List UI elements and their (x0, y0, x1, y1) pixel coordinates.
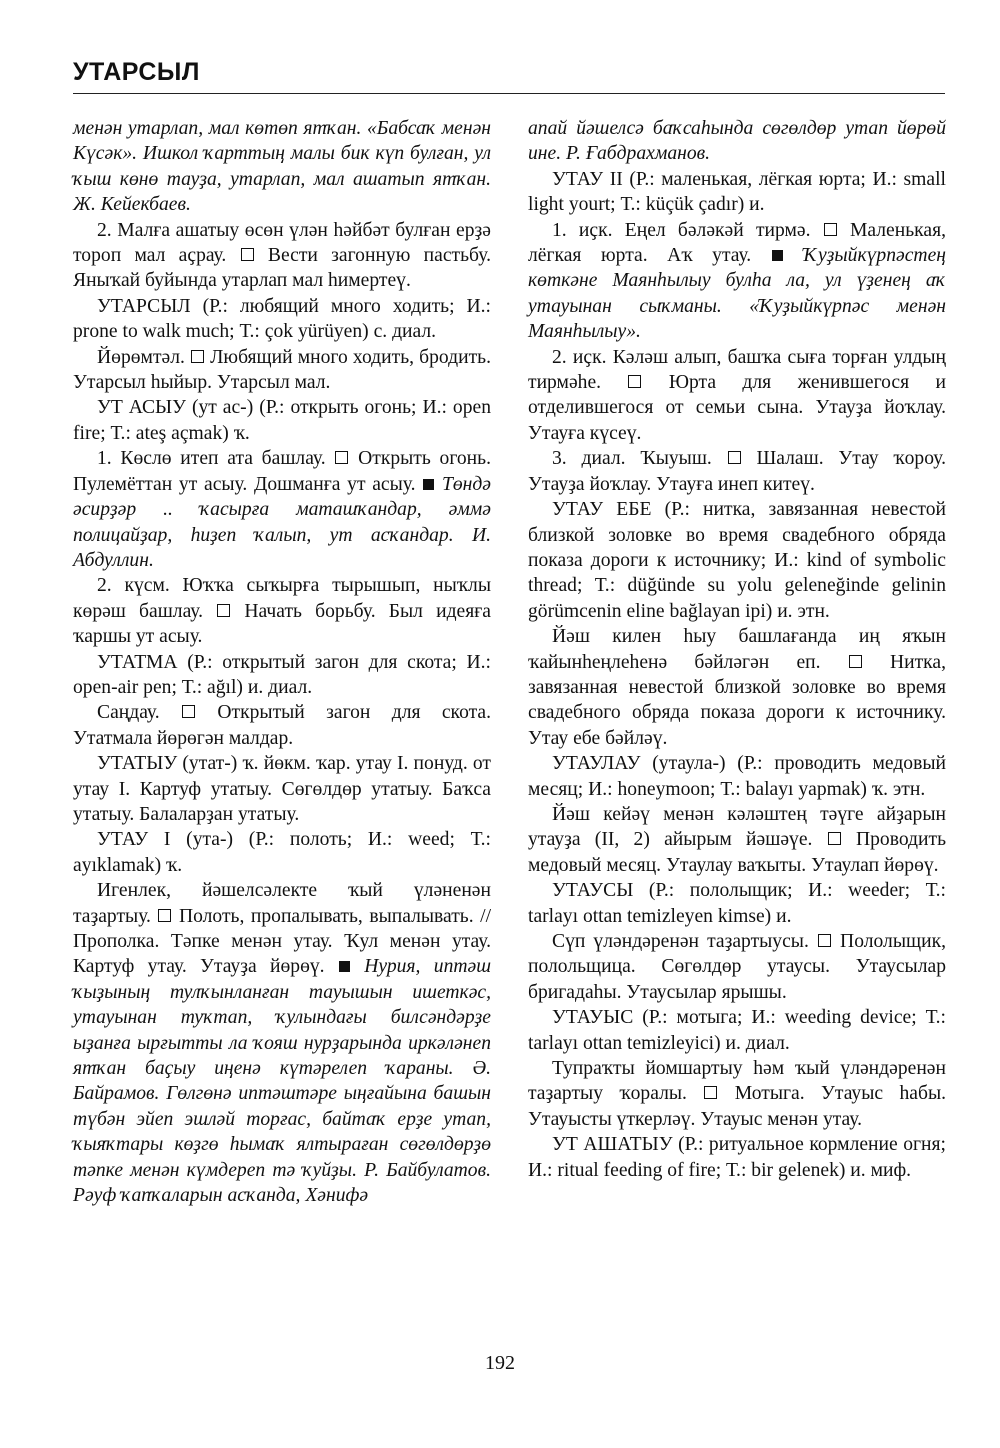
white-square-icon (849, 655, 862, 668)
text-segment: УТАУ II (Р.: маленькая, лёгкая юрта; И.: small light yourt; Т.: küçük çadır) и. (528, 168, 946, 216)
paragraph (73, 446, 491, 573)
white-square-icon (158, 909, 171, 922)
paragraph (73, 218, 491, 294)
white-square-icon (628, 375, 641, 388)
text-segment: УТАТМА (Р.: открытый загон для скота; И.: open-air pen; Т.: ağıl) и. диал. (73, 651, 491, 698)
paragraph (528, 1056, 946, 1132)
text-segment: Полоть, пропалывать, выпалывать. // Прополка. Тәпке менән утау. Ҡул менән утау. Картуф утау. Утауҙа йөрөү. (73, 905, 492, 978)
text-segment: Игенлек, йәшелсәлекте ҡый үләненән таҙартыу. (73, 880, 491, 927)
running-head: УТАРСЫЛ (73, 58, 200, 86)
paragraph (73, 751, 491, 827)
text-segment: УТАУ ЕБЕ (Р.: нитка, завязанная невестой близкой золовке во время свадебного обряда показа дороги к источнику; И.: kind of symbolic thread; Т.: düğünde su yolu geleneğinde gelinin görümcenin eline bağlayan ipi) и. этн. (528, 499, 946, 622)
paragraph (73, 395, 491, 446)
page-number: 192 (485, 1352, 515, 1374)
text-segment: Любящий много ходить, бродить. Утарсыл һыйыр. Утарсыл мал. (73, 346, 491, 394)
text-segment: Открытый загон для скота. Утатмала йөрөгән малдар. (73, 702, 492, 749)
text-segment: УТ АСЫУ (ут ас-) (Р.: открыть огонь; И.: open fire; Т.: ateş açmak) ҡ. (73, 397, 491, 444)
paragraph (528, 345, 946, 447)
text-segment: УТАТЫУ (утат-) ҡ. йөкм. ҡар. утау I. понуд. от утау I. Картуф утатыу. Сөгөлдөр утатыу. Баҡса утатыу. Балаларҙан утатыу. (73, 753, 491, 825)
text-segment: апай йәшелсә баҡсаһында сөгөлдөр утап йөрөй ине. Р. Ғабдрахманов. (528, 118, 946, 165)
text-segment: Сүп үләндәренән таҙартыусы. (552, 931, 809, 952)
text-segment: 2. иҫк. Кәләш алып, башҡа сыға торған улдың тирмәһе. (528, 346, 946, 394)
text-segment: менән утарлап, мал көтөп ятҡан. «Бабсаҡ менән Күсәк». Ишкол ҡарттың малы бик күп булған, ул ҡыш көнө тауҙа, утарлап, мал ашатып ятҡан. Ж. Кейекбаев. (73, 118, 491, 216)
text-segment: Маленькая, лёгкая юрта. Аҡ утау. (528, 219, 947, 267)
text-segment: УТ АШАТЫУ (Р.: ритуальное кормление огня; И.: ritual feeding of fire; Т.: bir gelenek) и. миф. (528, 1134, 946, 1181)
header-rule (73, 93, 945, 94)
text-segment: 1. Көслө итеп ата башлау. (97, 448, 326, 470)
black-square-icon (772, 250, 783, 261)
paragraph (528, 218, 946, 345)
paragraph (528, 751, 946, 802)
text-segment: 2. күсм. Юҡҡа сыҡырға тырышып, ныҡлы көрәш башлау. (73, 575, 491, 622)
white-square-icon (828, 832, 841, 845)
paragraph (528, 497, 946, 624)
paragraph (73, 345, 491, 396)
text-segment: УТАУ I (ута-) (Р.: полоть; И.: weed; Т.: ayıklamak) ҡ. (73, 829, 491, 876)
text-segment: Йөрөмтәл. (97, 346, 185, 368)
text-segment: Открыть огонь. Пулемёттан ут асыу. Дошманға ут асыу. (73, 448, 491, 495)
text-segment: Начать борьбу. Был идеяға ҡаршы ут асыу. (73, 600, 492, 648)
paragraph (528, 446, 946, 497)
black-square-icon (423, 479, 434, 490)
text-segment: 1. иҫк. Еңел бәләкәй тирмә. (552, 219, 811, 241)
white-square-icon (704, 1086, 717, 1099)
text-segment: УТАУЫС (Р.: мотыга; И.: weeding device; Т.: tarlayı ottan temizleyici) и. диал. (528, 1007, 946, 1054)
paragraph (528, 624, 946, 751)
white-square-icon (335, 451, 348, 464)
paragraph (73, 700, 491, 751)
paragraph (73, 650, 491, 701)
text-segment: Шалаш. Утау ҡороу. Утауҙа йоҡлау. Утауға инеп китеү. (528, 448, 947, 495)
text-segment: Вести загонную пастьбу. Яныҡай буйында утарлап мал һимертеү. (73, 245, 491, 292)
white-square-icon (241, 248, 254, 261)
text-segment: Йәш килен һыу башлағанда иң яҡын ҡайынһеңлеһенә бәйләгән еп. (528, 626, 946, 673)
paragraph (73, 294, 491, 345)
text-segment: Саңдау. (97, 702, 160, 724)
paragraph (528, 929, 946, 1005)
text-segment: УТАУЛАУ (утаула-) (Р.: проводить медовый месяц; И.: honeymoon; Т.: balayı yapmak) ҡ. этн. (528, 753, 946, 800)
white-square-icon (728, 451, 741, 464)
paragraph (73, 827, 491, 878)
white-square-icon (217, 604, 230, 617)
text-segment: Юрта для женившегося и отделившегося от семьи сына. Утауҙа йоҡлау. Утауға күсеү. (528, 372, 946, 444)
paragraph (528, 1005, 946, 1056)
text-segment: Төндә әсирҙәр .. ҡасырға маташҡандар, әммә полицайҙар, һиҙеп ҡалып, ут асҡандар. И. Абдуллин. (73, 473, 491, 571)
text-segment: Ҡуҙыйкүрпәстең көткәне Маянһылыу булһа ла, ул үҙенең аҡ утауынан сыҡманы. «Ҡуҙыйкүрпәс менән Маянһылыу». (528, 245, 946, 343)
white-square-icon (818, 934, 831, 947)
right-column (528, 116, 946, 1183)
white-square-icon (824, 223, 837, 236)
paragraph (528, 116, 946, 167)
text-segment: УТАРСЫЛ (Р.: любящий много ходить; И.: prone to walk much; Т.: çok yürüyen) с. диал. (73, 295, 491, 343)
text-segment: Проводить медовый месяц. Утаулау ваҡыты. Утаулап йөрөү. (528, 829, 946, 876)
paragraph (528, 167, 946, 218)
white-square-icon (182, 705, 195, 718)
text-segment: 2. Малға ашатыу өсөн үлән һәйбәт булған ерҙә тороп мал аҫрау. (73, 219, 491, 267)
paragraph (73, 573, 491, 649)
text-segment: Мотыга. Утауыс һабы. Утауысты үткерләү. Утауыс менән утау. (528, 1083, 947, 1130)
text-segment: Йәш кейәү менән кәләштең тәүге айҙарын утауҙа (II, 2) айырым йәшәүе. (528, 803, 946, 851)
text-segment: 3. диал. Ҡыуыш. (552, 448, 712, 470)
text-segment: УТАУСЫ (Р.: пололыщик; И.: weeder; Т.: tarlayı ottan temizleyen kimse) и. (528, 880, 946, 927)
text-segment: Тупраҡты йомшартыу һәм ҡый үләндәренән таҙартыу ҡоралы. (528, 1058, 946, 1105)
white-square-icon (191, 350, 204, 363)
paragraph (528, 1132, 946, 1183)
paragraph (73, 116, 491, 218)
paragraph (528, 878, 946, 929)
paragraph (528, 802, 946, 878)
text-segment: Нитка, завязанная невестой близкой золовке во время свадебного обряда показа дороги к источнику. Утау ебе бәйләү. (528, 651, 947, 749)
text-segment: Нурия, иптәш ҡыҙының тулҡынланған тауышын ишеткәс, утауынан туҡтап, ҡулындағы билсәндәрҙе ыҙанға ырғытты ла ҡояш нурҙарында иркәләнеп ятҡан баҫыу иңенә күтәрелеп ҡараны. Ә. Байрамов. Гөлгөнә иптәштәре ыңғайына башын түбән эйеп эшләй торғас, байтаҡ ерҙе утап, ҡыяҡтары көҙгө һымаҡ ялтыраған сөгөлдөрҙө тәпке менән күмдереп тә ҡуйҙы. Р. Байбулатов. Рәуф ҡапҡаларын асҡанда, Хәнифә (73, 956, 492, 1207)
black-square-icon (339, 961, 350, 972)
left-column (73, 116, 491, 1208)
paragraph (73, 878, 491, 1208)
text-segment: Пололыщик, полольщица. Сөгөлдөр утаусы. Утаусылар бригадаһы. Утаусылар ярышы. (528, 931, 946, 1003)
